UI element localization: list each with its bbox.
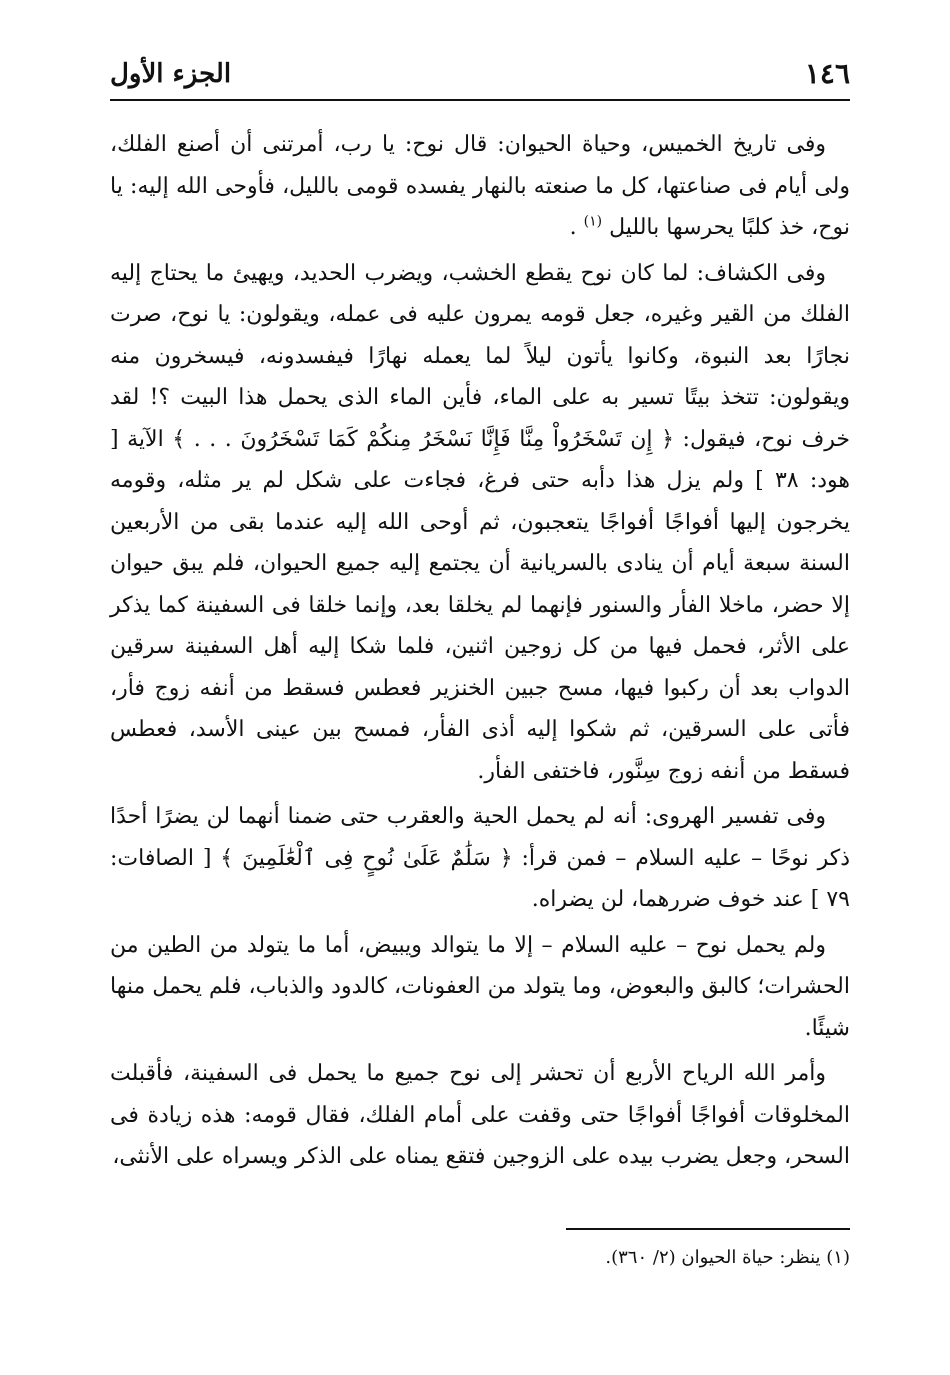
header-divider	[110, 99, 850, 101]
paragraph-tail: .	[569, 215, 577, 240]
footnote-1	[110, 1243, 850, 1273]
paragraph-text: وفى تاريخ الخميس، وحياة الحيوان: قال نوح: يا رب، أمرتنى أن أصنع الفلك، ولى أيام فى صناعتها، كل ما صنعته بالنهار يفسده قومى بالليل، فأوحى الله إليه: يا نوح، خذ كلبًا يحرسها بالليل	[110, 132, 850, 240]
footnote-divider	[566, 1228, 850, 1230]
paragraph-3	[110, 796, 850, 921]
paragraph-1	[110, 124, 850, 249]
footnotes	[110, 1243, 850, 1273]
paragraph-text-before-verse: وفى تفسير الهروى: أنه لم يحمل الحية والعقرب حتى ضمنا أنهما لن يضرًا أحدًا ذكر نوحًا – عليه السلام – فمن قرأ:	[110, 804, 851, 871]
page-number: ١٤٦	[804, 57, 850, 90]
paragraph-4	[110, 925, 850, 1050]
footnote-reference: (١)	[583, 213, 603, 230]
main-text	[110, 124, 850, 1182]
footnote-text: ينظر: حياة الحيوان (٢/ ٣٦٠).	[605, 1247, 821, 1268]
footnote-number: (١)	[826, 1247, 850, 1268]
quran-verse: ﴿ إِن تَسْخَرُواْ مِنَّا فَإِنَّا نَسْخَرُ مِنكُمْ كَمَا تَسْخَرُونَ . . . ﴾	[172, 426, 674, 452]
paragraph-text: ولم يحمل نوح – عليه السلام – إلا ما يتوالد ويبيض، أما ما يتولد من الطين من الحشرات؛ كالبق والبعوض، وما يتولد من العفونات، كالدود والذباب، فلم يحمل منها شيئًا.	[110, 932, 850, 1041]
paragraph-text-after-verse: الآية [ هود: ٣٨ ] ولم يزل هذا دأبه حتى فرغ، فجاءت على شكل لم ير مثله، وقومه يخرجون إليها أفواجًا أفواجًا يتعجبون، ثم أوحى الله إليه عندما بقى من الأربعين السنة سبعة أيام أن ينادى بالسريانية أن يجتمع إليه جميع الحيوان، فلم يبق حيوان إلا حضر، ماخلا الفأر والسنور فإنهما لم يخلقا بعد، وإنما خلقا فى السفينة كما يذكر على الأثر، فحمل فيها من كل زوجين اثنين، فلما شكا إليه أهل السفينة سرقين الدواب بعد أن ركبوا فيها، مسح جبين الخنزير فعطس فسقط من أنفه زوج فأر، فأتى على السرقين، ثم شكوا إليه أذى الفأر، فمسح بين عينى الأسد، فعطس فسقط من أنفه زوج سِنَّور، فاختفى الفأر.	[110, 426, 851, 784]
quran-verse: ﴿ سَلَٰمٌ عَلَىٰ نُوحٍ فِى ٱلْعَٰلَمِينَ ﴾	[220, 845, 513, 871]
running-header	[110, 54, 850, 94]
paragraph-2	[110, 253, 850, 793]
paragraph-text: وأمر الله الرياح الأربع أن تحشر إلى نوح جميع ما يحمل فى السفينة، فأقبلت المخلوقات أفواجًا أفواجًا حتى وقفت على أمام الفلك، فقال قومه: هذه زيادة فى السحر، وجعل يضرب بيده على الزوجين فتقع يمناه على الذكر ويسراه على الأنثى،	[110, 1061, 850, 1169]
paragraph-text-before-verse: وفى الكشاف: لما كان نوح يقطع الخشب، ويضرب الحديد، ويهيئ ما يحتاج إليه الفلك من القير وغيره، جعل قومه يمرون عليه فى عمله، ويقولون: يا نوح، صرت نجارًا بعد النبوة، وكانوا يأتون ليلاً لما يعمله نهارًا فيفسدونه، فيسخرون منه ويقولون: تتخذ بيتًا تسير به على الماء، فأين الماء الذى يحمل هذا البيت ؟! لقد خرف نوح، فيقول:	[110, 260, 851, 452]
part-title: الجزء الأول	[110, 59, 232, 89]
paragraph-5	[110, 1053, 850, 1178]
paragraph-text-after-verse: [ الصافات: ٧٩ ] عند خوف ضررهما، لن يضراه.	[110, 845, 850, 912]
